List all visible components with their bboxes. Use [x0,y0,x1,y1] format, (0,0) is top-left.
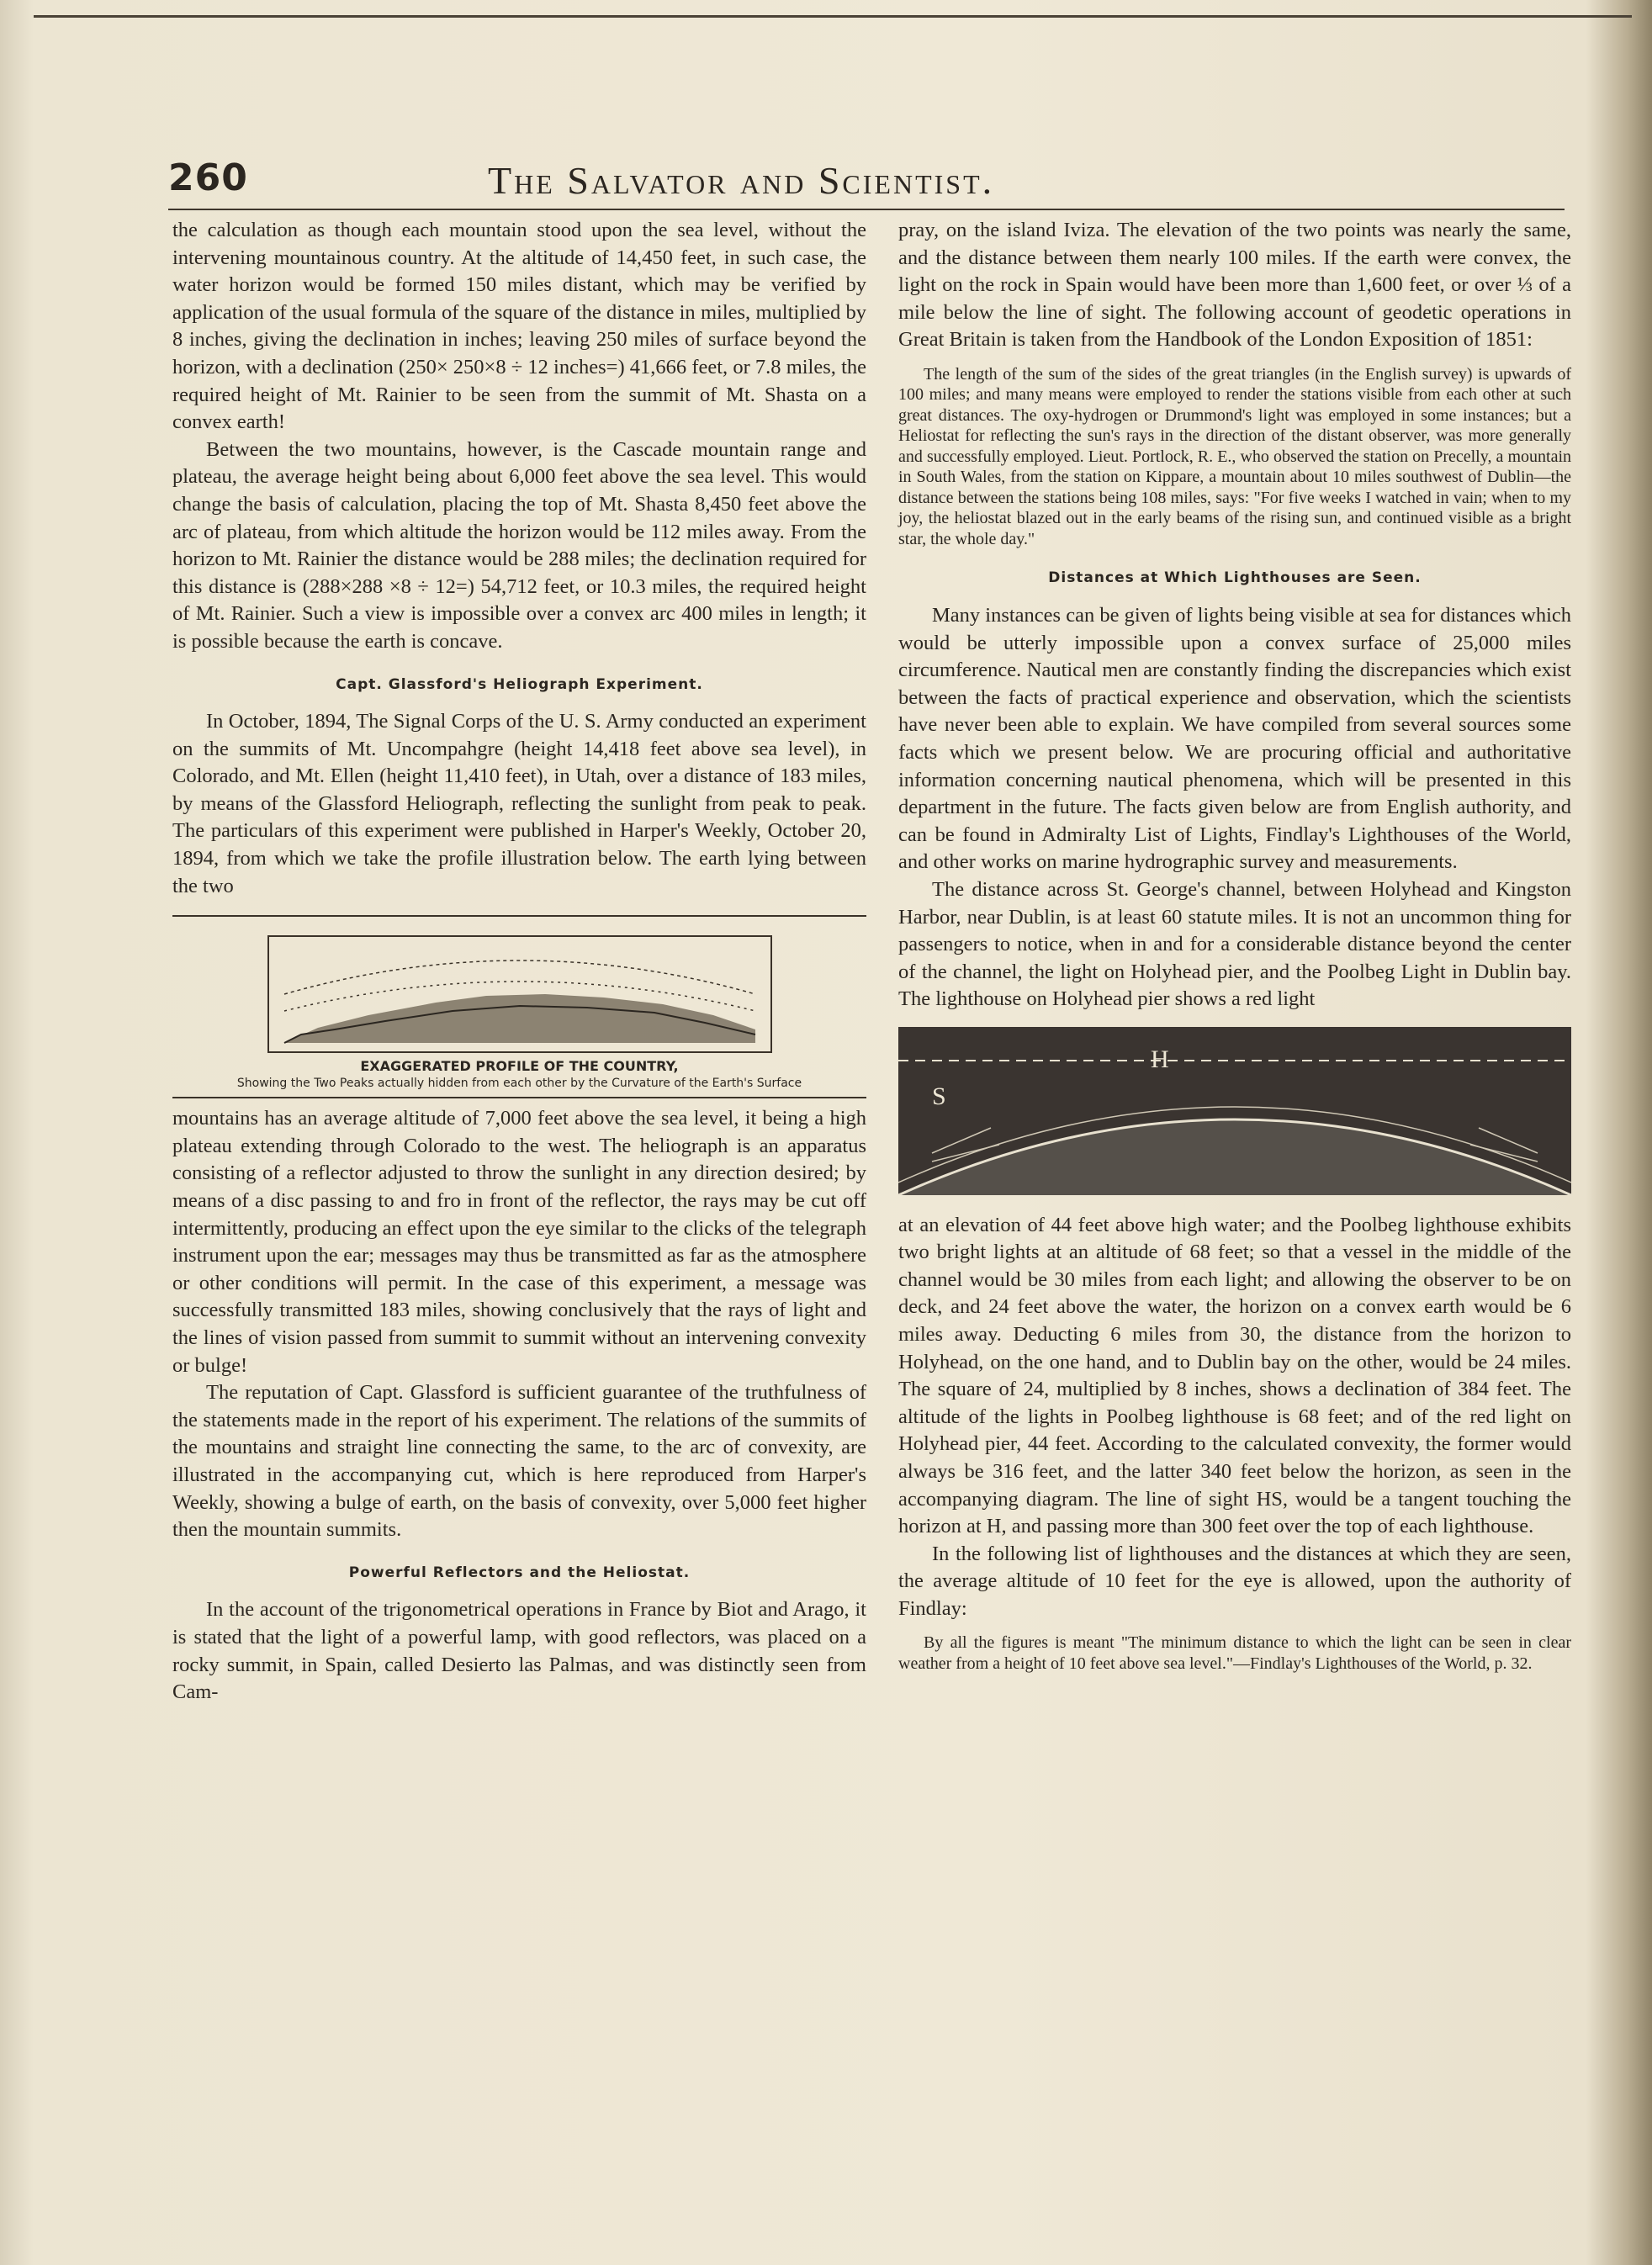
page-number: 260 [168,156,248,199]
figure-caption-title: EXAGGERATED PROFILE OF THE COUNTRY, [360,1058,679,1075]
section-heading: Capt. Glassford's Heliograph Experiment. [336,675,703,693]
journal-title: The Salvator and Scientist. [488,159,995,202]
paragraph: The reputation of Capt. Glassford is sufficient guarantee of the truthfulness of the statements made in the report of his experiment. The relations of the summits of the mountains and straight line connecting the same, to the arc of convexity, are illustrated in the accompanying cut, which is here reproduced from Harper's Weekly, showing a bulge of earth, on the basis of convexity, over 5,000 feet higher then the mountain summits. [172,1381,866,1542]
right-column [898,217,1571,1682]
block-quote [898,1633,1571,1674]
line-of-sight [284,961,755,994]
paragraph: In the following list of lighthouses and the distances at which they are seen, the average altitude of 10 feet for the eye is allowed, upon the authority of Findlay: [898,1542,1571,1620]
paragraph: the calculation as though each mountain stood upon the sea level, without the intervening mountainous country. At the altitude of 14,450 feet, in such case, the water horizon would be formed 150 miles distant, which may be verified by application of the usual formula of the square of the distance in miles, multiplied by 8 inches, giving the declination in inches; leaving 250 miles of surface beyond the horizon, with a declination (250× 250×8 ÷ 12 inches=) 41,666 feet, or 7.8 miles, the required height of Mt. Rainier to be seen from the summit of Mt. Shasta on a convex earth! [172,219,866,434]
paragraph: In October, 1894, The Signal Corps of the U. S. Army conducted an experiment on the summits of Mt. Uncompahgre (height 14,418 feet above sea level), in Colorado, and Mt. Ellen (height 11,410 feet), in Utah, over a distance of 183 miles, by means of the Glassford Heliograph, reflecting the sunlight from peak to peak. The particulars of this experiment were published in Harper's Weekly, October 20, 1894, from which we take the profile illustration below. The earth lying between the two [172,710,866,897]
profile-illustration [267,935,772,1053]
paragraph: pray, on the island Iviza. The elevation of the two points was nearly the same, and the distance between them nearly 100 miles. If the earth were convex, the light on the rock in Spain would have been more than 1,600 feet, or over ⅓ of a mile below the line of sight. The following account of geodetic operations in Great Britain is taken from the Handbook of the London Exposition of 1851: [898,219,1571,352]
profile-figure [172,915,866,1098]
paragraph: In the account of the trigonometrical operations in France by Biot and Arago, it is stated that the light of a powerful lamp, with good reflectors, was placed on a rocky summit, in Spain, called Desierto las Palmas, and was distinctly seen from Cam- [172,1598,866,1704]
label-s: S [932,1082,946,1110]
quote-text: By all the figures is meant "The minimum distance to which the light can be seen in clear weather from a height of 10 feet above sea level."—Findlay's Lighthouses of the World, p. 32. [898,1633,1571,1673]
label-h: H [1151,1045,1169,1073]
paragraph: Many instances can be given of lights being visible at sea for distances which would be utterly impossible upon a convex surface of 25,000 miles circumference. Nautical men are constantly finding the discrepancies which exist between the facts of practical experience and observation, which the scientists have never been able to explain. We have compiled from several sources some facts which we present below. We are procuring official and authoritative information concerning nautical phenomena, which will be presented in this department in the future. The facts given below are from English authority, and can be found in Admiralty List of Lights, Findlay's Lighthouses of the World, and other works on marine hydrographic survey and measurements. [898,604,1571,874]
paragraph: at an elevation of 44 feet above high water; and the Poolbeg lighthouse exhibits two bright lights at an altitude of 68 feet; so that a vessel in the middle of the channel would be 30 miles from each light; and allowing the observer to be on deck, and 24 feet above the water, the horizon on a convex earth would be 6 miles away. Deducting 6 miles from 30, the distance from the horizon to Holyhead, on the one hand, and to Dublin bay on the other, would be 24 miles. The square of 24, multiplied by 8 inches, shows a declination of 384 feet. The altitude of the lights in Poolbeg lighthouse is 68 feet; and of the red light on Holyhead pier, 44 feet. According to the calculated convexity, the former would always be 316 feet, and the latter 340 feet below the horizon, as seen in the accompanying diagram. The line of sight HS, would be a tangent touching the horizon at H, and passing more than 300 feet over the top of each lighthouse. [898,1213,1571,1538]
header-rule [168,209,1565,210]
section-heading: Distances at Which Lighthouses are Seen. [1048,569,1422,587]
paragraph: Between the two mountains, however, is the Cascade mountain range and plateau, the average height being about 6,000 feet above the sea level. This would change the basis of calculation, placing the top of Mt. Shasta 8,450 feet above the arc of plateau, from which altitude the horizon would be 112 miles away. From the horizon to Mt. Rainier the distance would be 288 miles; the declination required for this distance is (288×288 ×8 ÷ 12=) 54,712 feet, or 10.3 miles, the required height of Mt. Rainier. Such a view is impossible over a convex arc 400 miles in length; it is possible because the earth is concave. [172,437,866,653]
left-column [172,217,866,1707]
top-border-line [34,15,1632,18]
figure-caption [172,1058,866,1092]
paragraph: The distance across St. George's channel, between Holyhead and Kingston Harbor, near Dublin, is at least 60 statute miles. It is not an uncommon thing for passengers to notice, when in and for a considerable distance beyond the center of the channel, the light on Holyhead pier, and the Poolbeg Light in Dublin bay. The lighthouse on Holyhead pier shows a red light [898,878,1571,1011]
page-header [168,156,1565,207]
quote-text: The length of the sum of the sides of the great triangles (in the English survey) is upwards of 100 miles; and many means were employed to render the stations visible from each other at such great distances. The oxy-hydrogen or Drummond's light was employed in some instances; but a Heliostat for reflecting the sun's rays in the direction of the distant observer, was more generally and successfully employed. Lieut. Portlock, R. E., who observed the station on Precelly, a mountain in South Wales, from the station on Kippare, a mountain about 10 miles southwest of Dublin—the distance between the stations being 108 miles, says: "For five weeks I watched in vain; when to my joy, the heliostat blazed out in the early beams of the rising sun, and continued visible as a bright star, the whole day." [898,364,1571,548]
block-quote [898,364,1571,550]
paragraph: mountains has an average altitude of 7,000 feet above the sea level, it being a high plateau extending through Colorado to the west. The heliograph is an apparatus consisting of a reflector adjusted to throw the sunlight in any direction desired; by means of a disc passing to and fro in front of the reflector, the rays may be cut off intermittently, producing an effect upon the eye similar to the clicks of the telegraph instrument upon the ear; messages may thus be transmitted as far as the atmosphere or other conditions will permit. In the case of this experiment, a message was successfully transmitted 183 miles, showing conclusively that the rays of light and the lines of vision passed from summit to summit without an intervening convexity or bulge! [172,1107,866,1377]
section-heading: Powerful Reflectors and the Heliostat. [348,1564,691,1581]
figure-caption-subtitle: Showing the Two Peaks actually hidden from each other by the Curvature of the Earth's Surface [236,1077,802,1091]
channel-diagram [898,1027,1571,1195]
